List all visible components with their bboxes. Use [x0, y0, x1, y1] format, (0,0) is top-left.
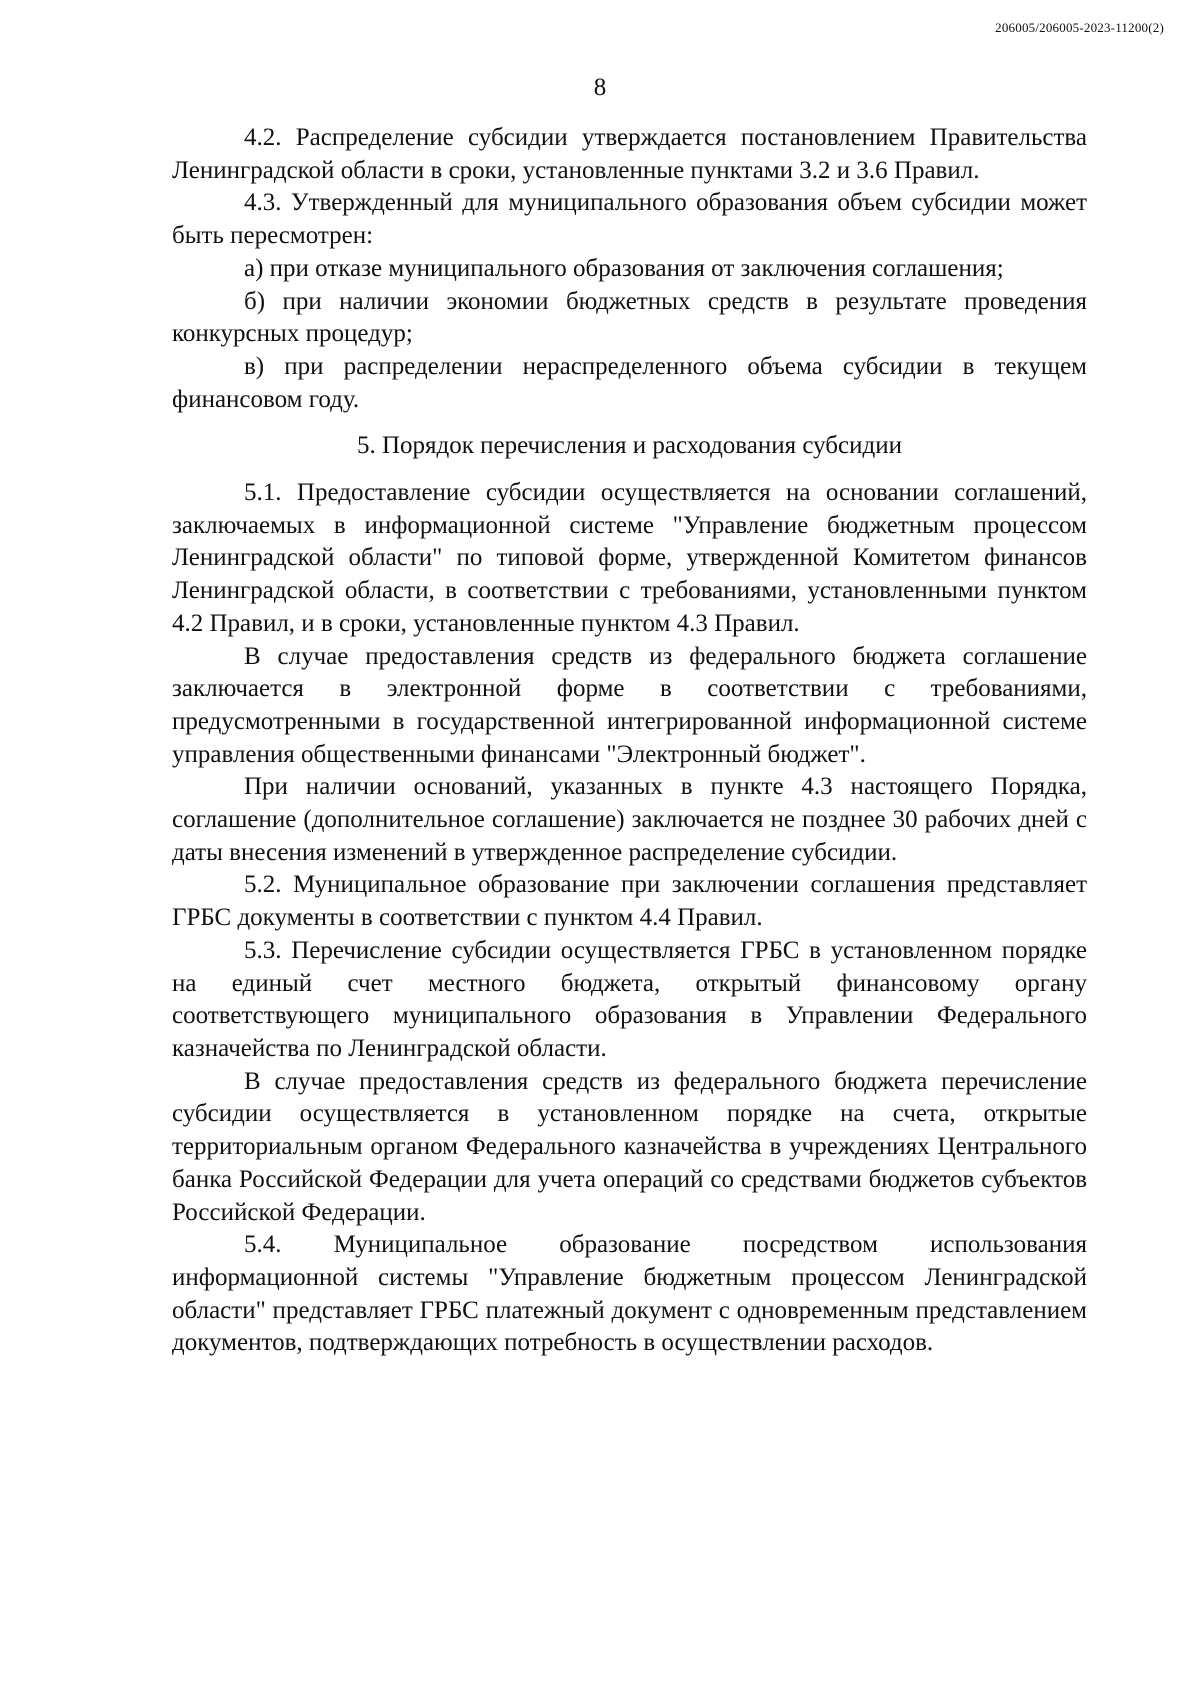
paragraph-5-1-federal: В случае предоставления средств из федерального бюджета соглашение заключается в электронной форме в соответствии с требованиями, предусмотренными в государственной интегрированной информационной системе управления общественными финансами "Электронный бюджет". — [172, 642, 1087, 768]
page-number: 8 — [593, 74, 607, 101]
paragraph-5-2: 5.2. Муниципальное образование при заключении соглашения представляет ГРБС документы в соответствии с пунктом 4.4 Правил. — [172, 871, 1087, 932]
document-id: 206005/206005-2023-11200(2) — [995, 20, 1164, 35]
paragraph-4-2: 4.2. Распределение субсидии утверждается постановлением Правительства Ленинградской области в сроки, установленные пунктами 3.2 и 3.6 Правил. — [172, 124, 1087, 184]
paragraph-4-3: 4.3. Утвержденный для муниципального образования объем субсидии может быть пересмотрен: — [172, 189, 1087, 250]
paragraph-5-3-federal: В случае предоставления средств из федерального бюджета перечисление субсидии осуществляется в установленном порядке на счета, открытые территориальным органом Федерального казначейства в учреждениях Центрального банка Российской Федерации для учета операций со средствами бюджетов субъектов Российской Федерации. — [172, 1067, 1087, 1226]
paragraph-5-1: 5.1. Предоставление субсидии осуществляется на основании соглашений, заключаемых в информационной системе "Управление бюджетным процессом Ленинградской области" по типовой форме, утвержденной Комитетом финансов Ленинградской области, в соответствии с требованиями, установленными пунктом 4.2 Правил, и в сроки, установленные пунктом 4.3 Правил. — [172, 479, 1087, 637]
paragraph-4-3-b: б) при наличии экономии бюджетных средств в результате проведения конкурсных процедур; — [172, 287, 1087, 348]
paragraph-4-3-v: в) при распределении нераспределенного объема субсидии в текущем финансовом году. — [172, 352, 1087, 413]
paragraph-4-3-a: а) при отказе муниципального образования от заключения соглашения; — [244, 254, 1004, 282]
paragraph-5-1-additional: При наличии оснований, указанных в пункте 4.3 настоящего Порядка, соглашение (дополнительное соглашение) заключается не позднее 30 рабочих дней с даты внесения изменений в утвержденное распределение субсидии. — [172, 773, 1087, 866]
paragraph-5-4: 5.4. Муниципальное образование посредством использования информационной системы "Управление бюджетным процессом Ленинградской области" представляет ГРБС платежный документ с одновременным представлением документов, подтверждающих потребность в осуществлении расходов. — [172, 1231, 1087, 1357]
document-body — [172, 122, 1087, 1360]
paragraph-5-3: 5.3. Перечисление субсидии осуществляется ГРБС в установленном порядке на единый счет местного бюджета, открытый финансовому органу соответствующего муниципального образования в Управлении Федерального казначейства по Ленинградской области. — [172, 936, 1087, 1062]
section-5-heading: 5. Порядок перечисления и расходования субсидии — [357, 432, 902, 460]
